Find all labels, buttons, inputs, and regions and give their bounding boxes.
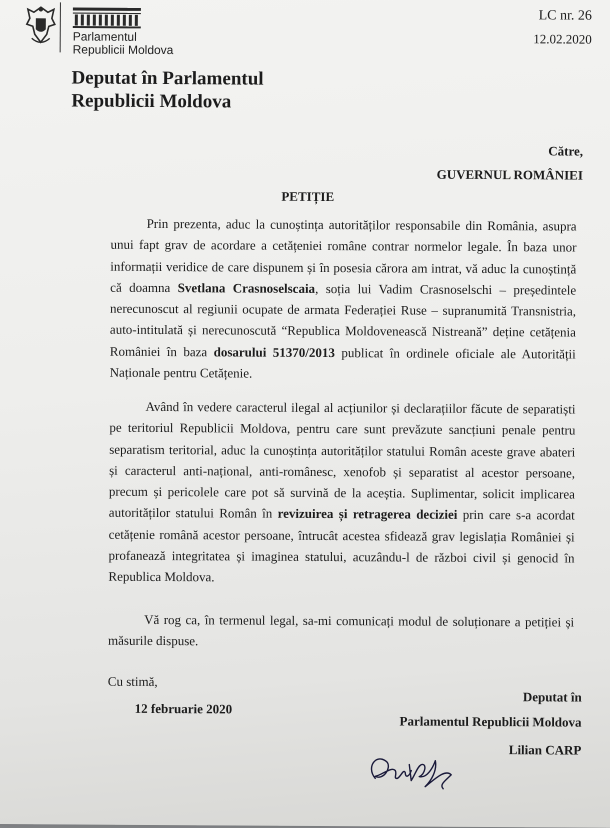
paragraph-1-text-e: publicat în ordinele oficiale ale Autorității Naționale pentru Cetățenie. xyxy=(109,344,576,381)
requested-action: revizuirea și retragerea deciziei xyxy=(277,506,458,523)
document-heading: PETIȚIE xyxy=(281,188,335,205)
file-reference: dosarului 51370/2013 xyxy=(213,344,336,360)
institution-line1: Parlamentul xyxy=(72,29,137,44)
sender-title xyxy=(71,66,263,113)
institution-line2: Republicii Moldova xyxy=(72,42,174,58)
institution-name xyxy=(73,30,174,57)
person-name: Svetlana Crasnoselscaia xyxy=(177,280,316,296)
paragraph-2 xyxy=(108,396,575,591)
addressee-to: Către, xyxy=(548,143,584,159)
paragraph-2-text-c: prin care s-a acordat cetățenie română acestor persoane, întrucât acestea sfidează grav legislația României și profanează integritatea și imaginea statului, acuzându-l de război civil și genocid în Republica Moldova. xyxy=(108,507,575,585)
handwritten-signature-icon xyxy=(361,744,471,797)
paragraph-2-text-a: Având în vedere caracterul ilegal al acțiunilor și declarațiilor făcute de separatiști pe teritoriul Republicii Moldova, pentru care sunt prevăzute sancțiuni penale pentru separatism teritorial, aduc la cunoștința autorităților statului Român aceste grave abateri și caracterul anti-național, anti-românesc, xenofob și separatist al acestor persoane, precum și pericolele care pot să survină de la aceștia. Suplimentar, solicit implicarea autorităților statului Român în xyxy=(108,398,576,522)
paragraph-1-text-c: , soția lui Vadim Crasnoselschi – președintele nerecunoscut al regiunii ocupate de armata Federației Ruse – supranumită Transnistria, auto-intitulată și nerecunoscută “Republica Moldovenească Nistreană” deține cetățenia României în baza xyxy=(109,280,577,360)
document-date: 12.02.2020 xyxy=(533,31,592,47)
document-number: LC nr. 26 xyxy=(538,8,592,24)
sender-title-line1: Deputat în Parlamentul xyxy=(71,67,264,90)
sender-title-line2: Republicii Moldova xyxy=(71,90,232,113)
parliament-building-icon xyxy=(72,6,142,28)
paragraph-1-text-a: Prin prezenta, aduc la cunoștința autorităților responsabile din România, asupra unui fapt grav de acordare a cetățeniei române contrar normelor legale. În baza unor informații veridice de care dispunem și în posesia cărora am intrat, vă aduc la cunoștință că doamna xyxy=(110,215,577,296)
closing-greeting: Cu stimă, xyxy=(107,673,158,690)
paragraph-1 xyxy=(110,213,577,386)
paragraph-3: Vă rog ca, în termenul legal, sa-mi comunicați modul de soluționare a petiției și măsurile dispuse. xyxy=(108,611,575,649)
closing-date: 12 februarie 2020 xyxy=(134,700,233,717)
header-divider xyxy=(60,2,61,52)
signatory-name: Lilian CARP xyxy=(508,742,582,758)
addressee-recipient: GUVERNUL ROMÂNIEI xyxy=(436,166,583,183)
signatory-institution: Parlamentul Republicii Moldova xyxy=(399,713,582,730)
moldova-coat-of-arms-icon xyxy=(24,4,58,46)
signatory-role: Deputat în xyxy=(522,689,582,705)
